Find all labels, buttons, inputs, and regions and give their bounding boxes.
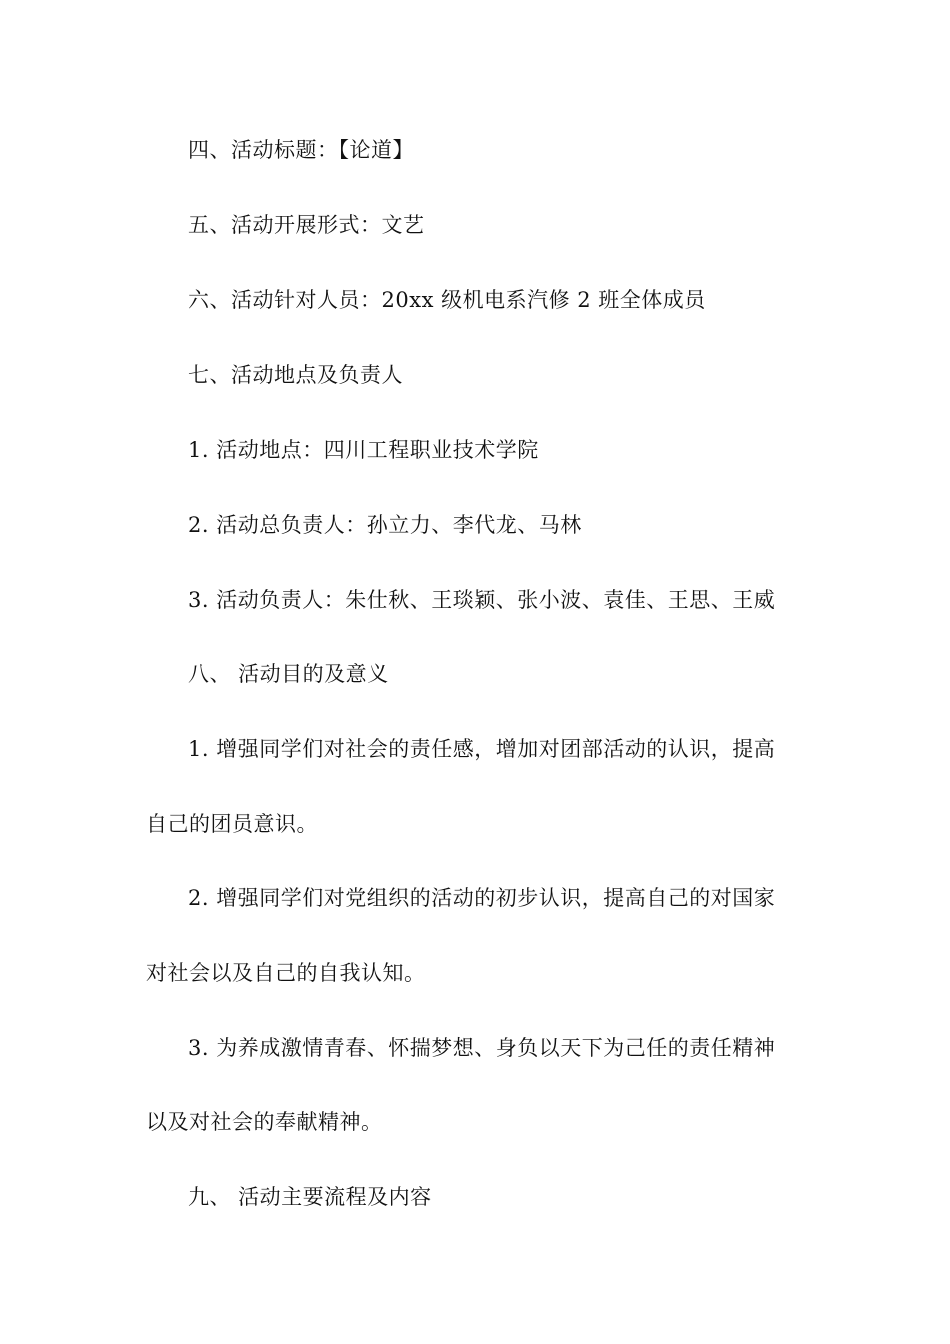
location-item: 1. 活动地点：四川工程职业技术学院 <box>188 438 539 462</box>
organizers-item: 3. 活动负责人：朱仕秋、王琰颖、张小波、袁佳、王思、王威 <box>188 588 776 612</box>
section-seven-heading: 七、活动地点及负责人 <box>188 363 403 387</box>
section-eight-heading: 八、 活动目的及意义 <box>188 662 389 686</box>
purpose-item-2-line-2: 对社会以及自己的自我认知。 <box>146 961 426 985</box>
purpose-item-3-line-2: 以及对社会的奉献精神。 <box>146 1110 383 1134</box>
purpose-item-1-line-2: 自己的团员意识。 <box>146 812 318 836</box>
section-four-title: 四、活动标题：【论道】 <box>188 138 414 162</box>
chief-organizer-item: 2. 活动总负责人：孙立力、李代龙、马林 <box>188 513 582 537</box>
purpose-item-3-line-1: 3. 为养成激情青春、怀揣梦想、身负以天下为己任的责任精神 <box>188 1036 776 1060</box>
section-five-format: 五、活动开展形式：文艺 <box>188 213 425 237</box>
section-six-participants: 六、活动针对人员：20xx 级机电系汽修 2 班全体成员 <box>188 288 706 312</box>
purpose-item-1-line-1: 1. 增强同学们对社会的责任感，增加对团部活动的认识，提高 <box>188 737 776 761</box>
section-nine-heading: 九、 活动主要流程及内容 <box>188 1185 432 1209</box>
purpose-item-2-line-1: 2. 增强同学们对党组织的活动的初步认识，提高自己的对国家 <box>188 886 776 910</box>
